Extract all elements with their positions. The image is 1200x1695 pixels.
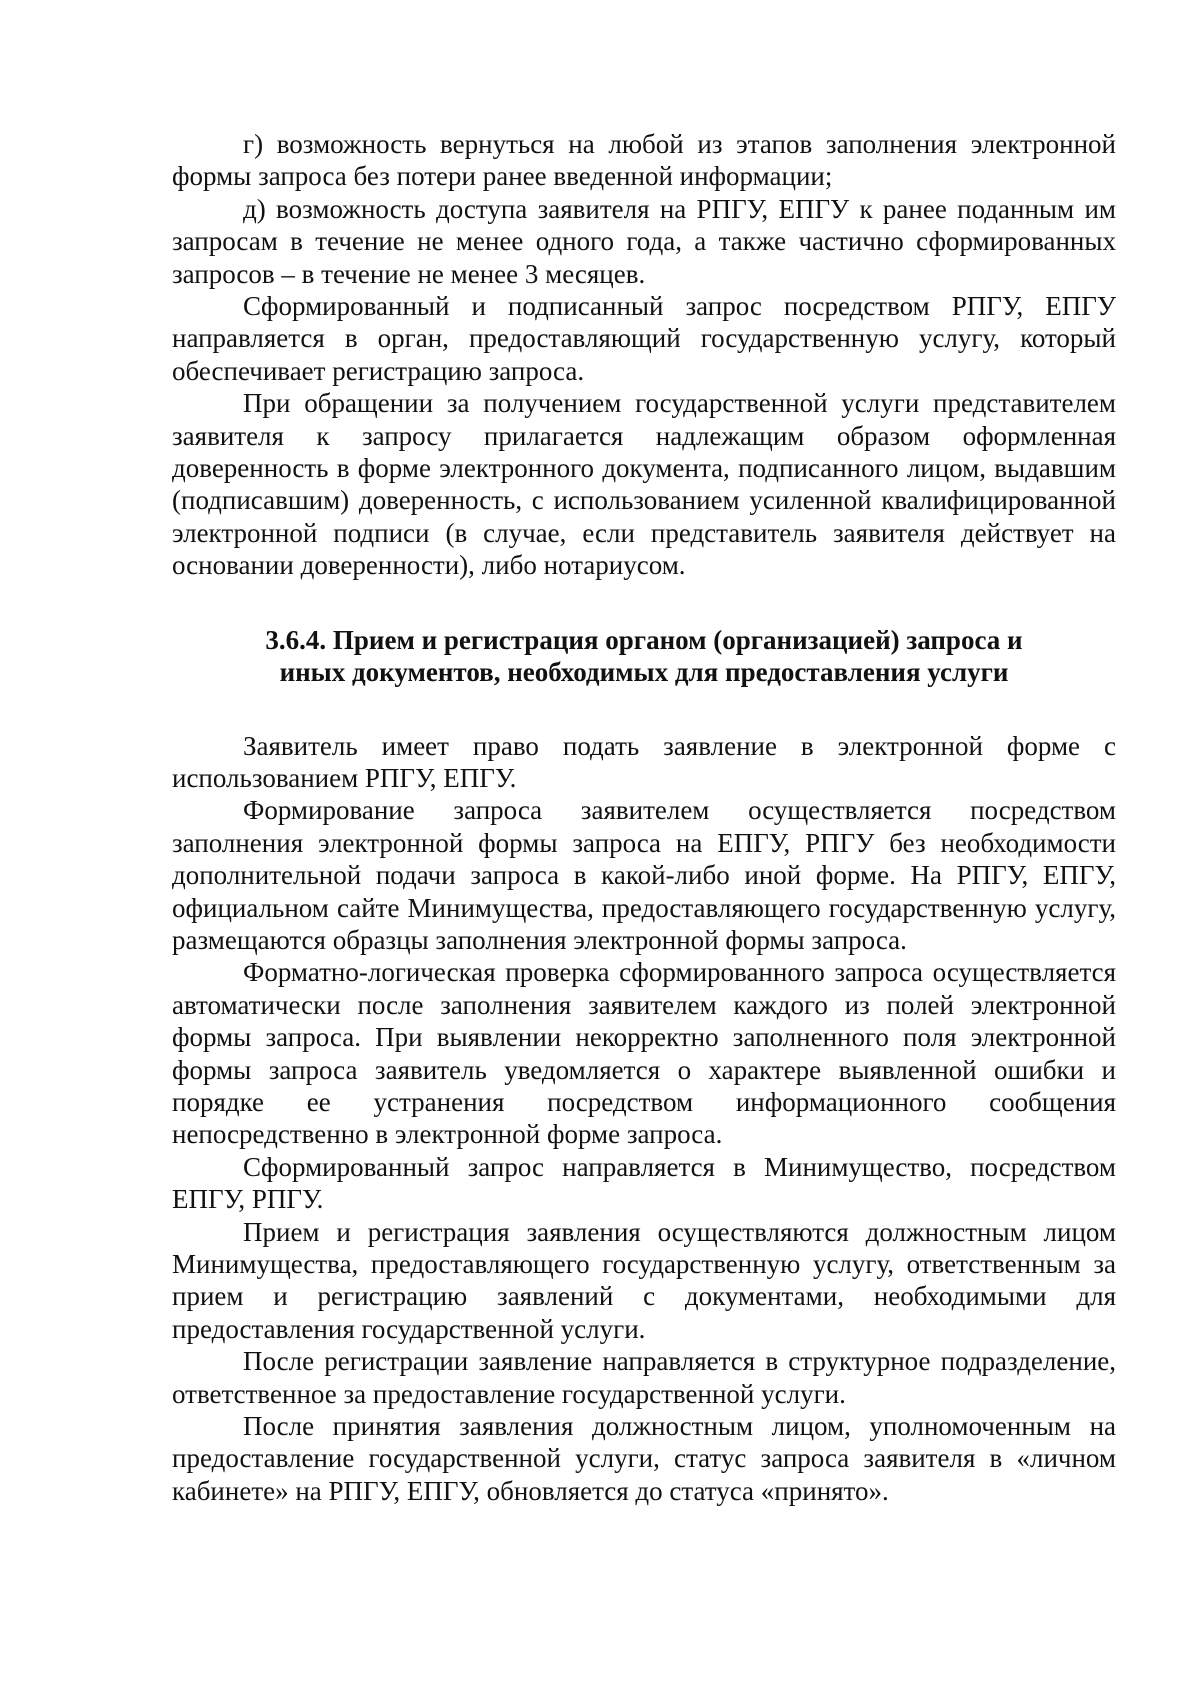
paragraph-representative: При обращении за получением государственной услуги представителем заявителя к запросу прилагается надлежащим образом оформленная доверенность в форме электронного документа, подписанного лицом, выдавшим (подписавшим) доверенность, с использованием усиленной квалифицированной электронной подписи (в случае, если представитель заявителя действует на основании доверенности), либо нотариусом. bbox=[172, 388, 1116, 581]
paragraph-status-accepted: После принятия заявления должностным лицом, уполномоченным на предоставление государственной услуги, статус запроса заявителя в «личном кабинете» на РПГУ, ЕПГУ, обновляется до статуса «принято». bbox=[172, 1411, 1116, 1506]
document-body bbox=[172, 128, 1116, 1507]
paragraph-right-to-submit: Заявитель имеет право подать заявление в электронной форме с использованием РПГУ, ЕПГУ. bbox=[172, 730, 1116, 793]
paragraph-reception-registration: Прием и регистрация заявления осуществляются должностным лицом Минимущества, предоставляющего государственную услугу, ответственным за прием и регистрацию заявлений с документами, необходимыми для предоставления государственной услуги. bbox=[172, 1216, 1116, 1344]
paragraph-item-g: г) возможность вернуться на любой из этапов заполнения электронной формы запроса без потери ранее введенной информации; bbox=[172, 129, 1116, 192]
section-heading bbox=[172, 624, 1116, 689]
paragraph-format-check: Форматно-логическая проверка сформированного запроса осуществляется автоматически после заполнения заявителем каждого из полей электронной формы запроса. При выявлении некорректно заполненного поля электронной формы запроса заявитель уведомляется о характере выявленной ошибки и порядке ее устранения посредством информационного сообщения непосредственно в электронной форме запроса. bbox=[172, 957, 1116, 1150]
paragraph-request-formation: Формирование запроса заявителем осуществляется посредством заполнения электронной формы запроса на ЕПГУ, РПГУ без необходимости дополнительной подачи запроса в какой-либо иной форме. На РПГУ, ЕПГУ, официальном сайте Минимущества, предоставляющего государственную услугу, размещаются образцы заполнения электронной формы запроса. bbox=[172, 795, 1116, 955]
section-heading-line-2: иных документов, необходимых для предоставления услуги bbox=[279, 657, 1009, 688]
paragraph-request-sent: Сформированный запрос направляется в Минимущество, посредством ЕПГУ, РПГУ. bbox=[172, 1151, 1116, 1215]
paragraph-signed-request: Сформированный и подписанный запрос посредством РПГУ, ЕПГУ направляется в орган, предоставляющий государственную услугу, который обеспечивает регистрацию запроса. bbox=[172, 291, 1116, 386]
paragraph-after-registration: После регистрации заявление направляется в структурное подразделение, ответственное за предоставление государственной услуги. bbox=[172, 1346, 1116, 1409]
paragraph-item-d: д) возможность доступа заявителя на РПГУ, ЕПГУ к ранее поданным им запросам в течение не менее одного года, а также частично сформированных запросов – в течение не менее 3 месяцев. bbox=[172, 193, 1116, 289]
section-heading-line-1: 3.6.4. Прием и регистрация органом (организацией) запроса и bbox=[265, 624, 1023, 655]
